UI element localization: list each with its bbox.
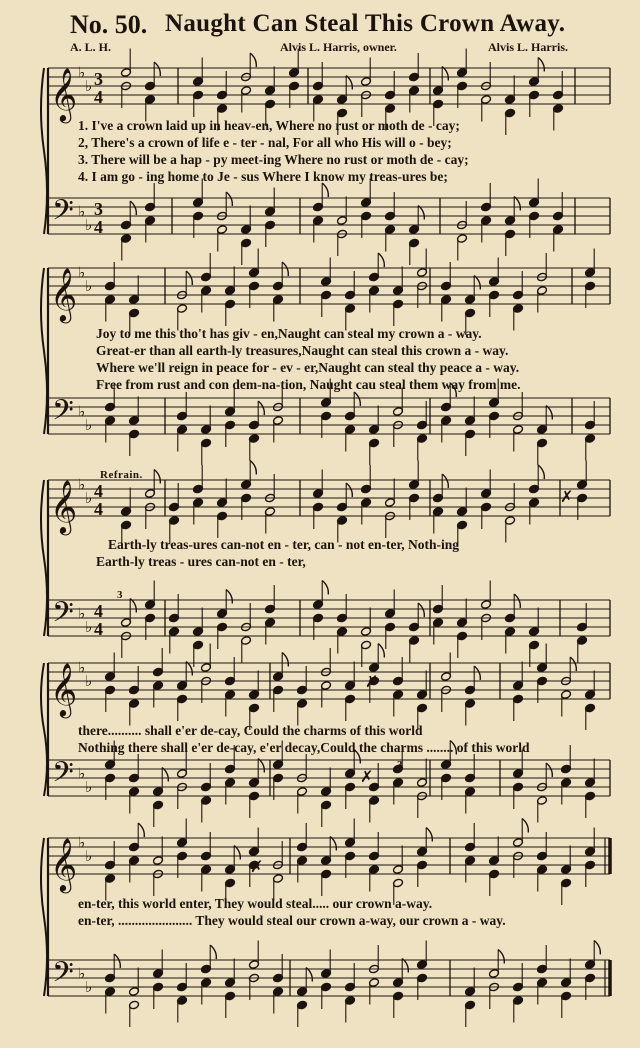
note-flag — [442, 474, 448, 488]
flat-icon: ♭ — [85, 77, 93, 95]
note-flag — [546, 406, 552, 420]
note-flag — [570, 657, 576, 671]
bass-clef-icon: 𝄢 — [52, 956, 74, 996]
words-credit: A. L. H. — [70, 40, 112, 54]
hymn-title: Naught Can Steal This Crown Away. — [165, 10, 566, 37]
treble-clef-icon: 𝄞 — [50, 837, 78, 891]
note-flag — [306, 968, 312, 982]
rest-icon: ✗ — [365, 672, 379, 691]
verse-4-line-2: Free from rust and con dem-na-tion, Naught cau steal them way from me. — [96, 377, 521, 392]
treble-clef-icon: 𝄞 — [50, 267, 78, 321]
refrain-line-1-upper: Earth-ly treas-ures can-not en - ter, can - not en-ter, Noth-ing — [108, 537, 459, 552]
bass-clef-icon: 𝄢 — [52, 756, 74, 796]
note-flag — [186, 662, 192, 676]
bass-clef-icon: 𝄢 — [52, 394, 74, 434]
note-flag — [154, 62, 160, 76]
triplet-mark: 3 — [397, 759, 403, 771]
flat-icon: ♭ — [78, 63, 86, 82]
flat-icon: ♭ — [85, 847, 93, 865]
flat-icon: ♭ — [85, 416, 93, 434]
note-flag — [538, 58, 544, 72]
flat-icon: ♭ — [85, 277, 93, 295]
system-brace — [41, 663, 47, 796]
refrain-label: Refrain. — [100, 469, 143, 481]
note-flag — [250, 461, 256, 475]
time-signature-bottom: 4 — [94, 499, 103, 519]
time-signature-bottom: 4 — [94, 217, 103, 237]
flat-icon: ♭ — [78, 475, 86, 494]
note-flag — [114, 954, 120, 968]
flat-icon: ♭ — [85, 672, 93, 690]
note-flag — [282, 262, 288, 276]
note-flag — [474, 666, 480, 680]
note-flag — [234, 846, 240, 860]
note-flag — [498, 950, 504, 964]
verse-2-line-2: Great-er than all earth-ly treasures,Naught can steal this crown a - way. — [96, 343, 509, 358]
flat-icon: ♭ — [78, 402, 86, 421]
note-flag — [250, 53, 256, 67]
rest-icon: ✗ — [250, 857, 264, 876]
treble-clef-icon: 𝄞 — [50, 479, 78, 533]
note-flag — [418, 206, 424, 220]
hymn-number: No. 50. — [70, 10, 148, 39]
flat-icon: ♭ — [85, 618, 93, 636]
verse-3-line-2: Where we'll reign in peace for - ev - er,Naught can steal thy peace a - way. — [96, 360, 520, 375]
flat-icon: ♭ — [85, 216, 93, 234]
refrain-line-3-lower: en-ter, ...................... They would steal our crown a-way, our crown a - way. — [78, 913, 506, 928]
note-flag — [346, 76, 352, 90]
triplet-mark: 3 — [117, 589, 123, 601]
note-flag — [138, 823, 144, 837]
verse-2-line-1: 2, There's a crown of life e - ter - nal, For all who His will o - bey; — [78, 135, 452, 150]
note-flag — [538, 465, 544, 479]
bass-clef-icon: 𝄢 — [52, 596, 74, 636]
note-flag — [378, 253, 384, 267]
note-flag — [442, 67, 448, 81]
flat-icon: ♭ — [78, 833, 86, 852]
note-flag — [330, 837, 336, 851]
time-signature-top: 4 — [94, 601, 103, 621]
time-signature-bottom: 4 — [94, 87, 103, 107]
note-flag — [130, 201, 136, 215]
note-flag — [210, 945, 216, 959]
time-signature-top: 4 — [94, 481, 103, 501]
system-brace — [41, 68, 47, 234]
rest-icon: ✗ — [560, 487, 574, 506]
rest-icon: ✗ — [360, 767, 374, 786]
note-flag — [154, 470, 160, 484]
note-flag — [514, 197, 520, 211]
refrain-line-1-lower: Earth-ly treas - ures can-not en - ter, — [96, 554, 306, 569]
note-flag — [426, 828, 432, 842]
flat-icon: ♭ — [78, 604, 86, 623]
treble-clef-icon: 𝄞 — [50, 67, 78, 121]
note-flag — [402, 959, 408, 973]
note-flag — [514, 594, 520, 608]
note-flag — [354, 392, 360, 406]
system-brace — [41, 838, 47, 996]
refrain-line-2-upper: there.......... shall e'er de-cay, Could the charms of this world — [78, 723, 423, 738]
copyright-credit: Alvis L. Harris, owner. — [280, 40, 397, 54]
system-brace — [41, 268, 47, 434]
flat-icon: ♭ — [78, 202, 86, 221]
note-flag — [258, 759, 264, 773]
note-flag — [162, 768, 168, 782]
flat-icon: ♭ — [78, 658, 86, 677]
flat-icon: ♭ — [78, 764, 86, 783]
note-flag — [258, 401, 264, 415]
verse-1-line-2: Joy to me this tho't has giv - en,Naught can steal my crown a - way. — [96, 326, 482, 341]
music-credit: Alvis L. Harris. — [488, 40, 568, 54]
time-signature-top: 3 — [94, 199, 103, 219]
flat-icon: ♭ — [78, 263, 86, 282]
flat-icon: ♭ — [85, 778, 93, 796]
verse-3-line-1: 3. There will be a hap - py meet-ing Where no rust or moth de - cay; — [78, 152, 469, 167]
note-flag — [282, 653, 288, 667]
note-flag — [522, 819, 528, 833]
bass-clef-icon: 𝄢 — [52, 194, 74, 234]
note-flag — [322, 581, 328, 595]
refrain-line-3-upper: en-ter, this world enter, They would steal..... our crown a-way. — [78, 896, 433, 911]
note-flag — [378, 644, 384, 658]
flat-icon: ♭ — [85, 978, 93, 996]
note-flag — [418, 603, 424, 617]
note-flag — [322, 183, 328, 197]
verse-1-line-1: 1. I've a crown laid up in heav-en, Where no rust or moth de - cay; — [78, 118, 460, 133]
flat-icon: ♭ — [78, 964, 86, 983]
note-flag — [226, 192, 232, 206]
note-flag — [474, 276, 480, 290]
note-flag — [594, 941, 600, 955]
note-flag — [226, 590, 232, 604]
time-signature-top: 3 — [94, 69, 103, 89]
note-flag — [546, 763, 552, 777]
system-brace — [41, 480, 47, 636]
note-flag — [346, 483, 352, 497]
verse-4-line-1: 4. I am go - ing home to Je - sus Where I know my treas-ures be; — [78, 169, 448, 184]
time-signature-bottom: 4 — [94, 619, 103, 639]
treble-clef-icon: 𝄞 — [50, 662, 78, 716]
refrain-line-2-lower: Nothing there shall e'er de-cay, e'er decay,Could the charms ........ of this world — [78, 740, 530, 755]
flat-icon: ♭ — [85, 489, 93, 507]
note-flag — [130, 599, 136, 613]
note-flag — [186, 271, 192, 285]
